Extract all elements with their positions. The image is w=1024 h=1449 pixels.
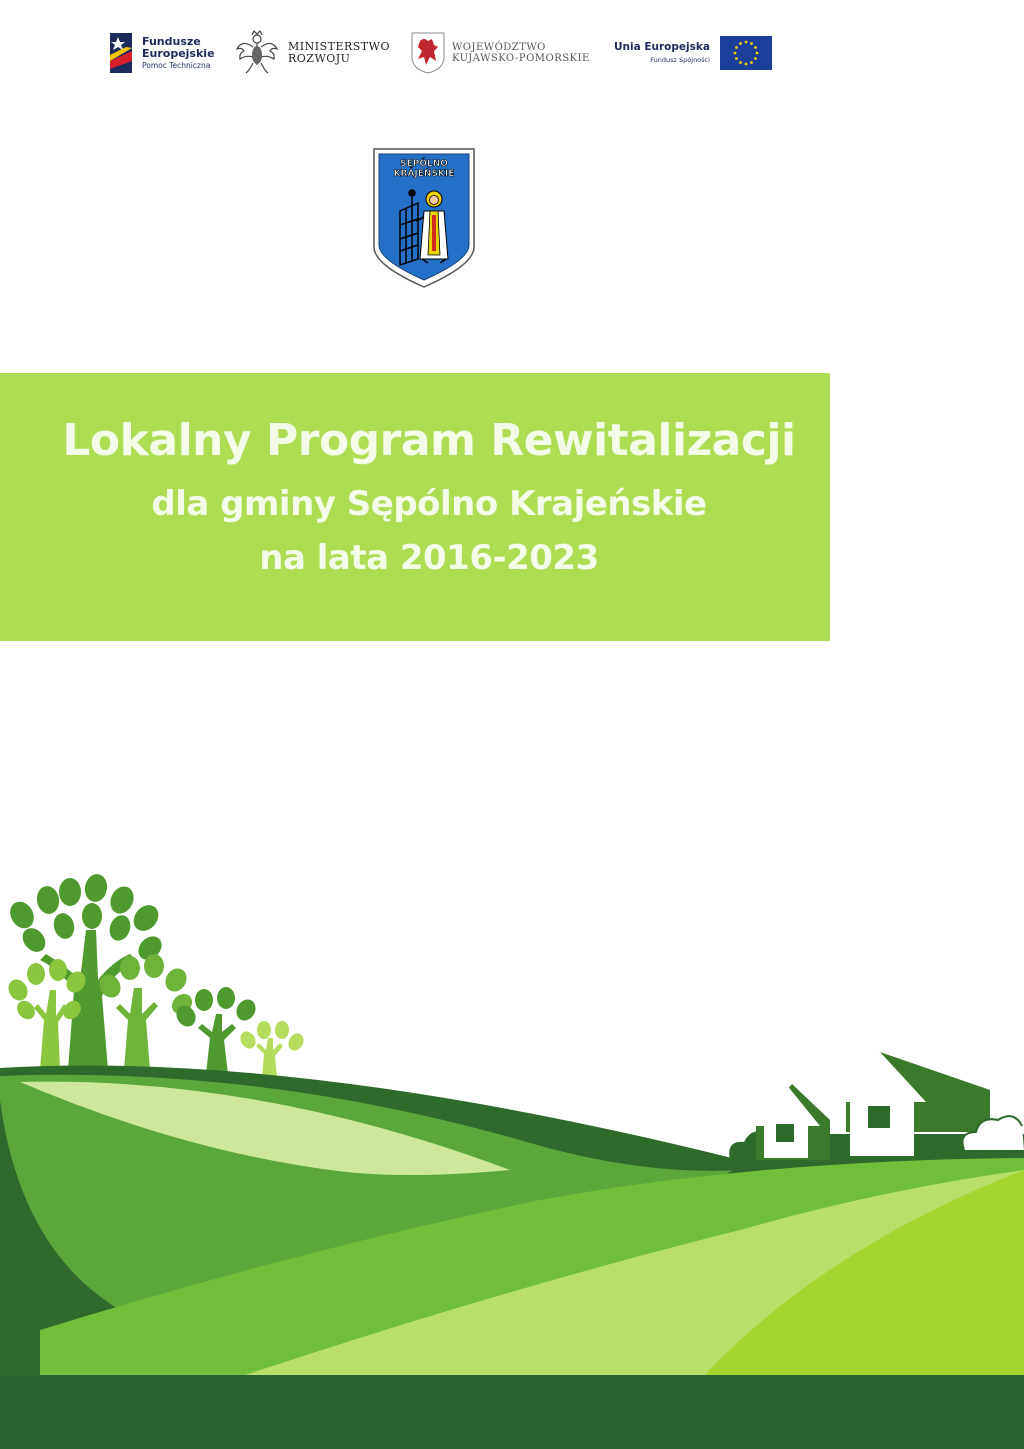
logo-bar xyxy=(0,0,1024,100)
fundusze-line2: Europejskie xyxy=(142,46,215,60)
griffin-crest-icon xyxy=(410,31,446,75)
fundusze-line1: Fundusze xyxy=(142,34,201,48)
unia-line2: Fundusz Spójności xyxy=(650,55,710,64)
eu-star xyxy=(735,57,738,60)
eu-star xyxy=(750,42,753,45)
crest-line2: KRAJEŃSKIE xyxy=(393,169,455,179)
eu-star xyxy=(745,63,748,66)
unia-text xyxy=(614,42,710,64)
ministerstwo-text xyxy=(288,41,390,65)
eu-star xyxy=(754,57,757,60)
title-box xyxy=(0,373,830,641)
wojewodztwo-text xyxy=(452,42,590,64)
white-eagle-icon xyxy=(234,29,280,77)
wojewodztwo-line2: KUJAWSKO-POMORSKIE xyxy=(452,53,590,64)
eu-star xyxy=(756,52,759,55)
ministerstwo-logo xyxy=(234,28,390,78)
bottom-band xyxy=(0,1375,1024,1449)
fundusze-line3: Pomoc Techniczna xyxy=(142,60,211,70)
document-subtitle: dla gminy Sępólno Krajeńskie xyxy=(151,484,707,524)
fundusze-text xyxy=(142,36,215,70)
crest-line1: SĘPÓLNO xyxy=(400,159,448,169)
eu-star xyxy=(734,52,737,55)
eu-star xyxy=(754,46,757,49)
wojewodztwo-line1: WOJEWÓDZTWO xyxy=(452,42,546,53)
sepolno-crest-icon xyxy=(372,147,476,289)
houses xyxy=(729,1052,1024,1170)
eu-star xyxy=(739,61,742,64)
eu-star xyxy=(750,61,753,64)
eu-star xyxy=(745,41,748,44)
document-years: na lata 2016-2023 xyxy=(259,538,599,578)
unia-europejska-logo xyxy=(614,28,772,78)
ministerstwo-line1: MINISTERSTWO xyxy=(288,39,390,53)
wojewodztwo-logo xyxy=(410,28,590,78)
document-title: Lokalny Program Rewitalizacji xyxy=(62,415,796,466)
eu-star xyxy=(735,46,738,49)
ministerstwo-line2: ROZWOJU xyxy=(288,52,351,65)
fundusze-europejskie-icon xyxy=(108,31,134,75)
fundusze-europejskie-logo xyxy=(108,28,215,78)
eu-star xyxy=(739,42,742,45)
landscape-illustration xyxy=(0,870,1024,1449)
tree-tiny xyxy=(237,1021,306,1078)
unia-line1: Unia Europejska xyxy=(614,41,710,54)
eu-flag-icon xyxy=(720,36,772,70)
